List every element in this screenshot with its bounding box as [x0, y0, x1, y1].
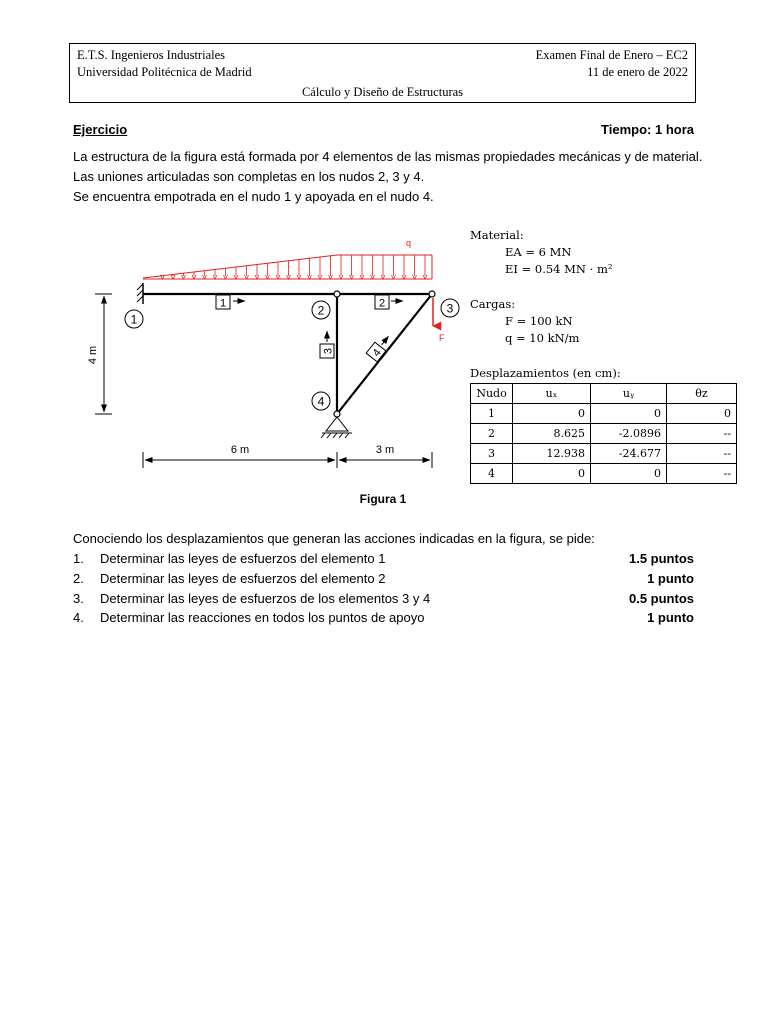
element-4-line: [337, 294, 432, 414]
question-number: 3.: [73, 591, 84, 606]
frame-members: [143, 294, 432, 414]
exam-title: Examen Final de Enero – EC2: [535, 48, 688, 62]
load-arrows: [161, 255, 428, 279]
intro-line-1: La estructura de la figura está formada por 4 elementos de las mismas propiedades mecánicas y de material.: [73, 149, 703, 164]
distributed-load: [143, 255, 432, 279]
material-ei: EI = 0.54 MN · m²: [505, 262, 613, 276]
question-points: 1.5 puntos: [628, 551, 694, 566]
fixed-support-icon: [137, 283, 143, 304]
table-header-cell: θz: [667, 384, 737, 404]
question-text: Determinar las reacciones en todos los puntos de apoyo: [100, 610, 425, 625]
element-4-axis-icon: [382, 336, 389, 345]
table-header-cell: uᵧ: [591, 384, 667, 404]
question-text: Determinar las leyes de esfuerzos de los elementos 3 y 4: [100, 591, 431, 606]
load-label: q: [406, 238, 412, 248]
question-number: 2.: [73, 571, 84, 586]
displacements-table: [470, 383, 737, 484]
hinge-node-2-icon: [334, 291, 340, 297]
table-cell: 12.938: [513, 444, 591, 464]
table-cell: 3: [471, 444, 513, 464]
table-cell: 4: [471, 464, 513, 484]
university-name: Universidad Politécnica de Madrid: [77, 65, 252, 79]
table-row: [471, 464, 737, 484]
figure-caption: Figura 1: [359, 492, 407, 506]
table-cell: 8.625: [513, 424, 591, 444]
displacements-title: Desplazamientos (en cm):: [470, 366, 621, 380]
exam-date: 11 de enero de 2022: [587, 65, 688, 79]
table-cell: 1: [471, 404, 513, 424]
exercise-title: Ejercicio: [73, 122, 128, 137]
question-text: Determinar las leyes de esfuerzos del elemento 1: [100, 551, 386, 566]
material-title: Material:: [470, 228, 524, 242]
exercise-time: Tiempo: 1 hora: [601, 122, 694, 137]
pin-support-icon: [321, 417, 352, 438]
loads-title: Cargas:: [470, 297, 516, 311]
table-cell: --: [667, 424, 737, 444]
questions-intro: Conociendo los desplazamientos que generan las acciones indicadas en la figura, se pide:: [73, 531, 595, 546]
loads-f: F = 100 kN: [505, 314, 573, 328]
question-number: 1.: [73, 551, 84, 566]
intro-line-2: Las uniones articuladas son completas en los nudos 2, 3 y 4.: [73, 169, 425, 184]
table-header-cell: uₓ: [513, 384, 591, 404]
table-header-row: [471, 384, 737, 404]
table-cell: 2: [471, 424, 513, 444]
question-points: 1 punto: [647, 610, 694, 625]
question-number: 4.: [73, 610, 84, 625]
table-cell: 0: [591, 404, 667, 424]
table-cell: 0: [667, 404, 737, 424]
table-cell: 0: [513, 404, 591, 424]
table-cell: 0: [591, 464, 667, 484]
dim-left-label: 6 m: [230, 444, 250, 456]
school-name: E.T.S. Ingenieros Industriales: [77, 48, 225, 62]
table-cell: --: [667, 464, 737, 484]
dim-height-label: 4 m: [87, 345, 99, 365]
table-cell: 0: [513, 464, 591, 484]
question-points: 1 punto: [647, 571, 694, 586]
node-3-label: 3: [446, 301, 454, 316]
question-text: Determinar las leyes de esfuerzos del elemento 2: [100, 571, 386, 586]
material-ea: EA = 6 MN: [505, 245, 572, 259]
dim-right-label: 3 m: [375, 444, 395, 456]
table-row: [471, 444, 737, 464]
table-cell: --: [667, 444, 737, 464]
table-header-cell: Nudo: [471, 384, 513, 404]
element-1-label: 1: [219, 297, 227, 310]
node-4-label: 4: [317, 394, 325, 409]
table-row: [471, 424, 737, 444]
subject-title: Cálculo y Diseño de Estructuras: [301, 85, 464, 99]
intro-line-3: Se encuentra empotrada en el nudo 1 y apoyada en el nudo 4.: [73, 189, 434, 204]
force-label: F: [439, 333, 445, 343]
table-cell: -2.0896: [591, 424, 667, 444]
node-2-label: 2: [317, 303, 325, 318]
table-cell: -24.677: [591, 444, 667, 464]
loads-q: q = 10 kN/m: [505, 331, 580, 345]
question-points: 0.5 puntos: [628, 591, 694, 606]
element-2-label: 2: [378, 297, 386, 310]
element-4-label: 4: [370, 346, 384, 360]
table-row: [471, 404, 737, 424]
hinge-node-3-icon: [429, 291, 435, 297]
node-1-label: 1: [130, 312, 138, 327]
hinge-node-4-icon: [334, 411, 340, 417]
element-3-label: 3: [322, 347, 335, 355]
